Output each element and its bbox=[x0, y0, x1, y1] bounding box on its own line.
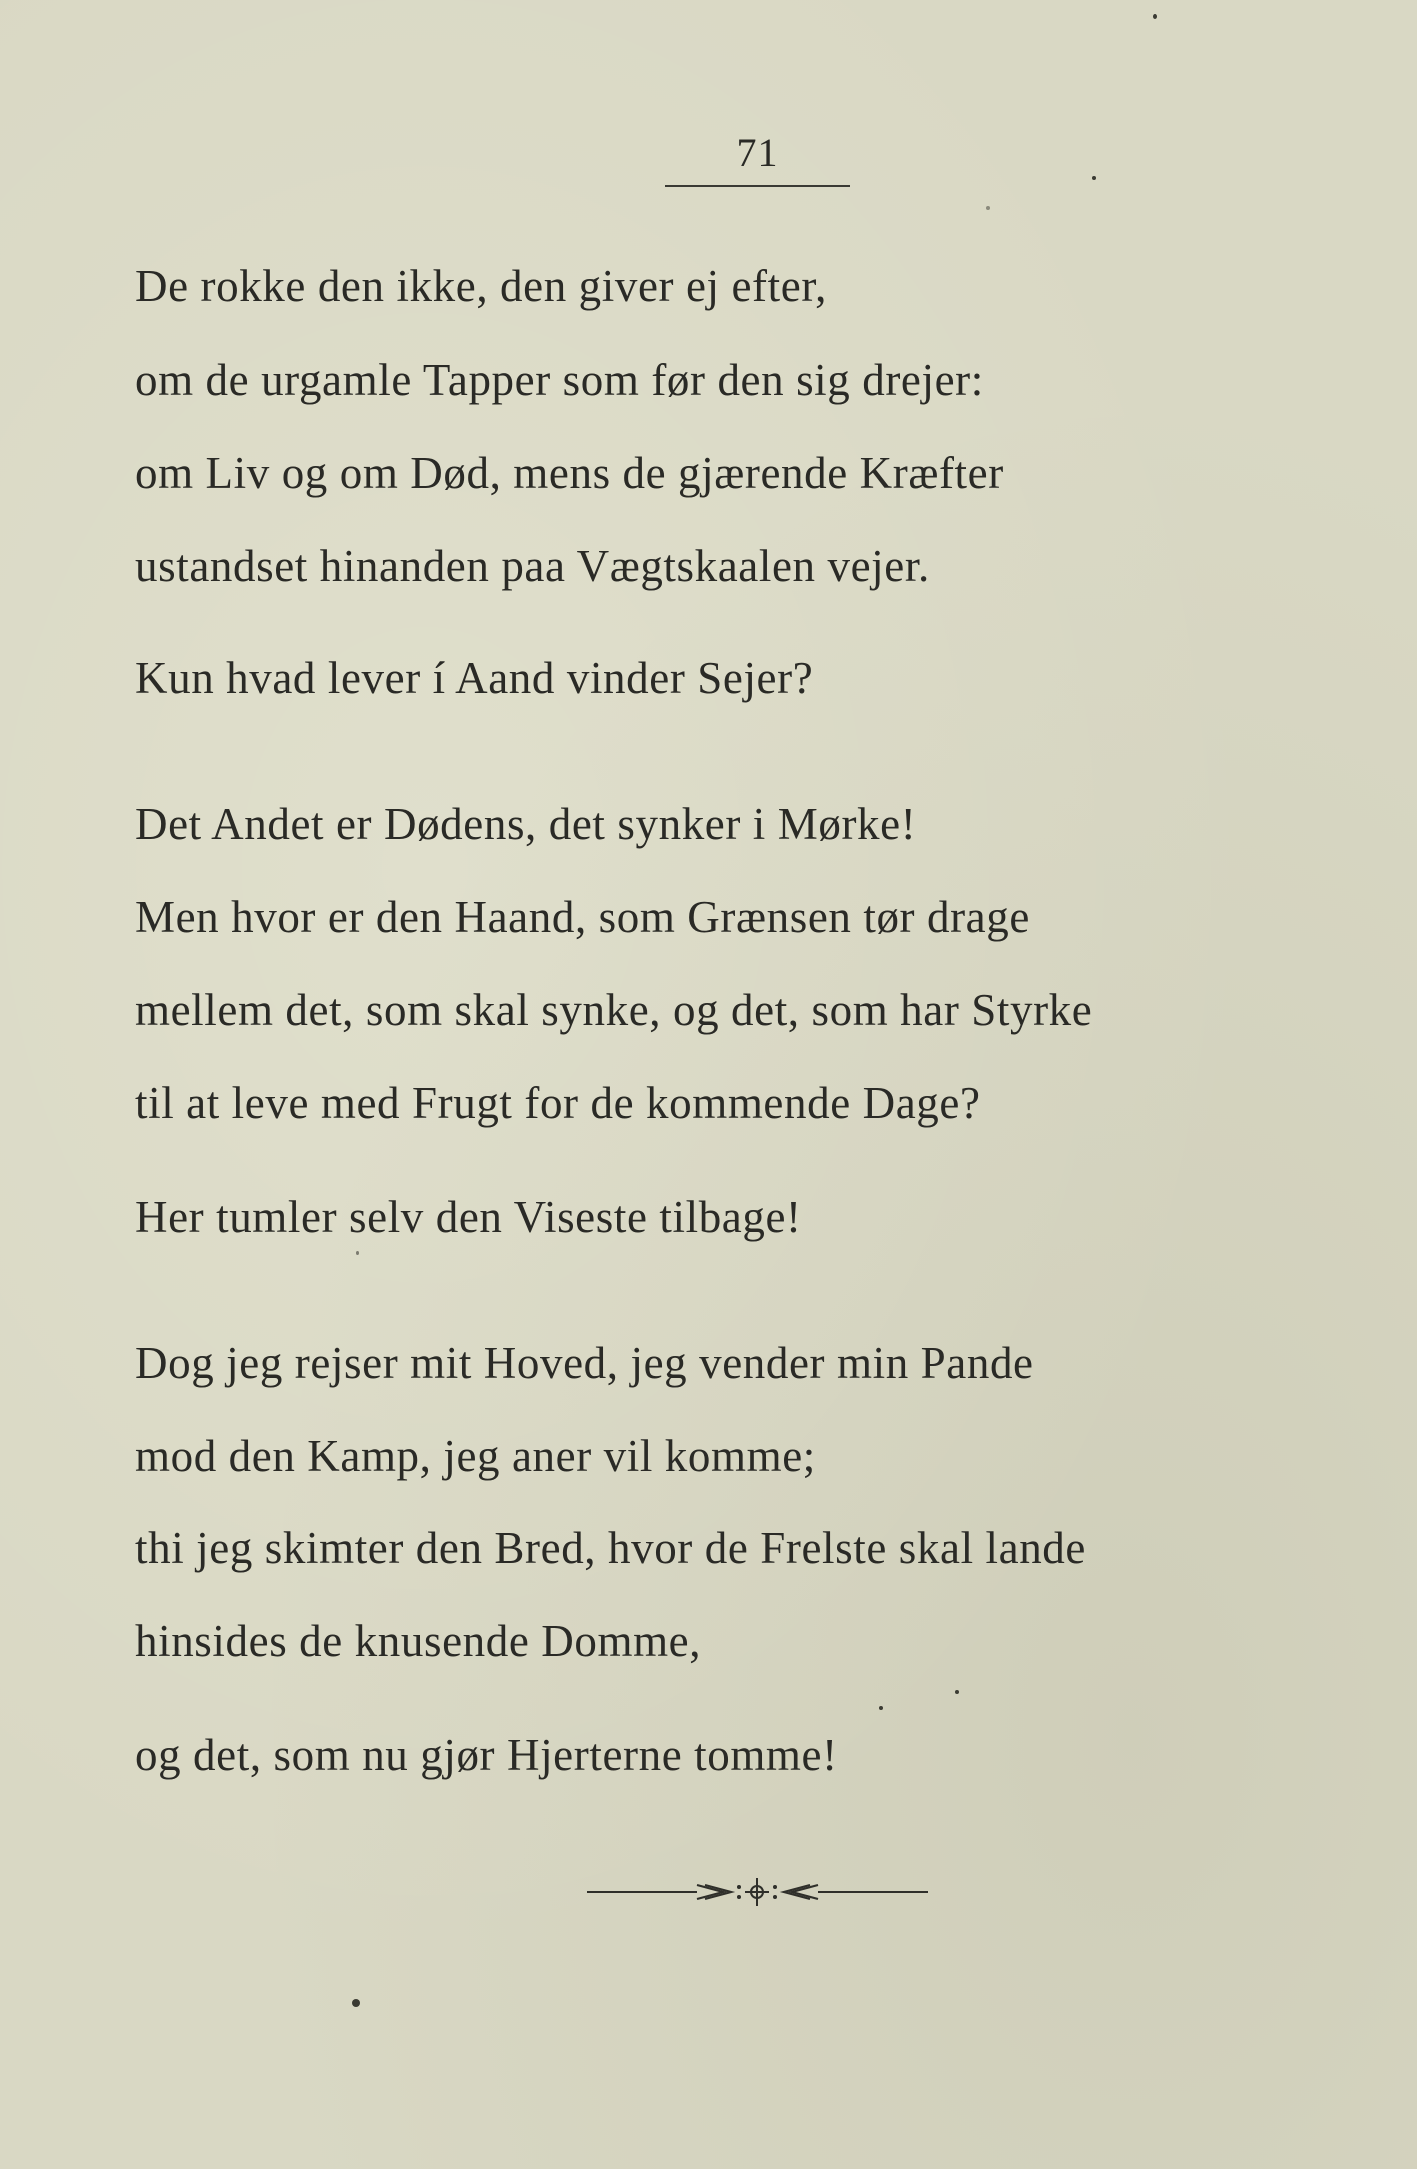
page-number-rule bbox=[665, 185, 850, 187]
poem-line: Kun hvad lever í Aand vinder Sejer? bbox=[135, 653, 814, 703]
paper-speck bbox=[1092, 176, 1096, 180]
paper-speck bbox=[352, 1999, 360, 2007]
printer-ornament-icon bbox=[585, 1872, 930, 1912]
poem-line: ustandset hinanden paa Vægtskaalen vejer. bbox=[135, 541, 930, 591]
paper-speck bbox=[955, 1690, 959, 1694]
poem-line: Her tumler selv den Viseste tilbage! bbox=[135, 1192, 802, 1242]
poem-line: og det, som nu gjør Hjerterne tomme! bbox=[135, 1730, 838, 1780]
poem-line: mod den Kamp, jeg aner vil komme; bbox=[135, 1431, 816, 1481]
poem-line: om de urgamle Tapper som før den sig drejer: bbox=[135, 355, 984, 405]
paper-speck bbox=[1153, 14, 1157, 19]
poem-line: mellem det, som skal synke, og det, som har Styrke bbox=[135, 985, 1093, 1035]
poem-line: Men hvor er den Haand, som Grænsen tør drage bbox=[135, 892, 1030, 942]
poem-line: De rokke den ikke, den giver ej efter, bbox=[135, 261, 827, 311]
poem-line: Det Andet er Dødens, det synker i Mørke! bbox=[135, 799, 917, 849]
poem-line: Dog jeg rejser mit Hoved, jeg vender min Pande bbox=[135, 1338, 1034, 1388]
poem-line: om Liv og om Død, mens de gjærende Kræfter bbox=[135, 448, 1004, 498]
paper-speck bbox=[986, 206, 990, 210]
paper-speck bbox=[356, 1251, 359, 1255]
poem-line: til at leve med Frugt for de kommende Dage? bbox=[135, 1078, 981, 1128]
paper-speck bbox=[879, 1706, 883, 1710]
poem-line: hinsides de knusende Domme, bbox=[135, 1616, 702, 1666]
poem-line: thi jeg skimter den Bred, hvor de Frelste skal lande bbox=[135, 1523, 1086, 1573]
page-number: 71 bbox=[736, 130, 779, 175]
